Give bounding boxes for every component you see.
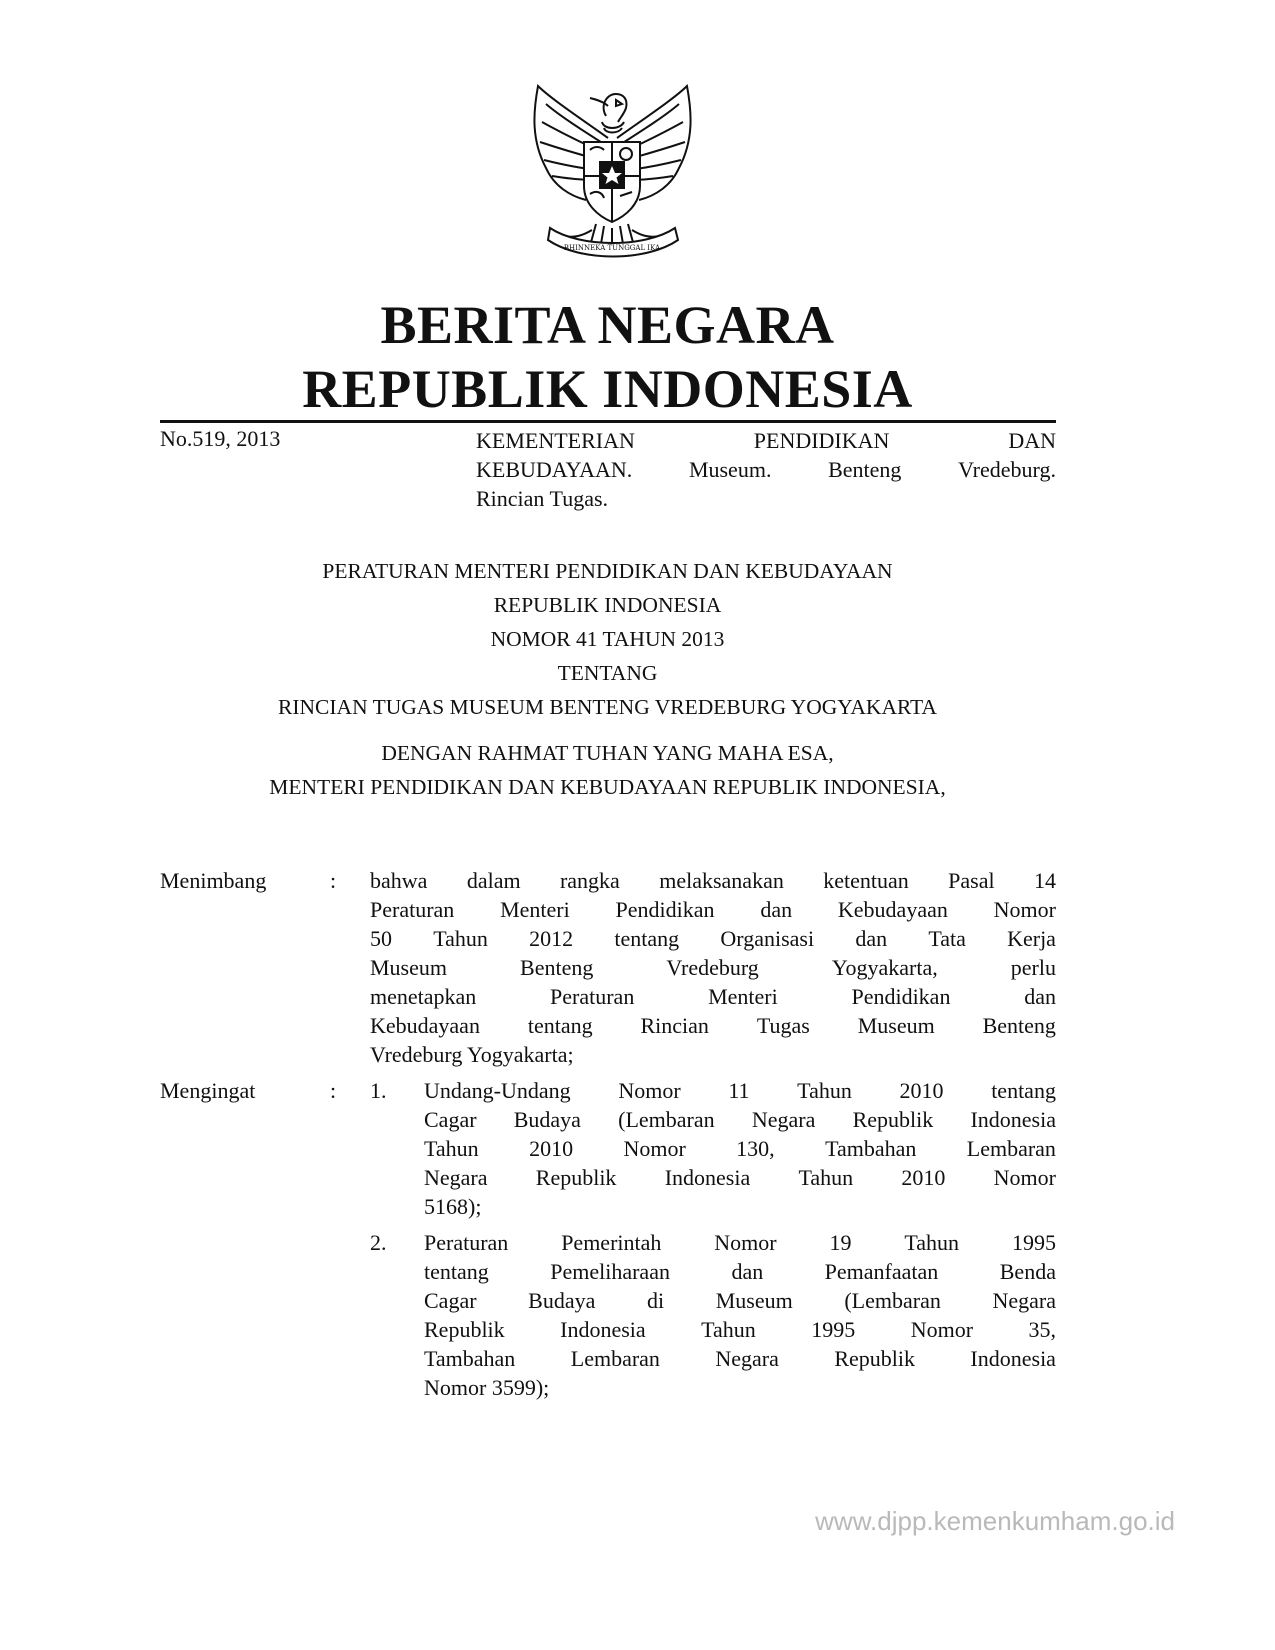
text-line: Tambahan Lembaran Negara Republik Indonesia [424, 1346, 1056, 1371]
subject-word: KEBUDAYAAN. [476, 457, 633, 482]
title-line: RINCIAN TUGAS MUSEUM BENTENG VREDEBURG YOGYAKARTA [278, 695, 937, 719]
menimbang-label: Menimbang [160, 868, 267, 893]
opening-clause [0, 736, 1215, 804]
text-line: 5168); [424, 1194, 482, 1219]
item-text [424, 1076, 1056, 1221]
subject-word: Vredeburg. [958, 457, 1056, 482]
regulation-title [0, 554, 1215, 724]
text-line: Kebudayaan tentang Rincian Tugas Museum Benteng [370, 1013, 1056, 1038]
text-line: Museum Benteng Vredeburg Yogyakarta, perlu [370, 955, 1056, 980]
masthead-subtitle: REPUBLIK INDONESIA [302, 359, 913, 419]
text-line: Tahun 2010 Nomor 130, Tambahan Lembaran [424, 1136, 1056, 1161]
source-watermark: www.djpp.kemenkumham.go.id [815, 1506, 1175, 1536]
item-text [424, 1228, 1056, 1402]
gazette-subject [476, 426, 1056, 513]
subject-word: Museum. [688, 457, 772, 482]
mengingat-label: Mengingat [160, 1078, 256, 1103]
text-line: 50 Tahun 2012 tentang Organisasi dan Tata Kerja [370, 926, 1056, 951]
subject-word: DAN [1008, 428, 1056, 453]
item-number: 1. [370, 1078, 387, 1103]
mengingat-colon: : [330, 1078, 337, 1103]
masthead-title: BERITA NEGARA [380, 295, 835, 355]
subject-line-1 [476, 426, 1056, 455]
text-line: Vredeburg Yogyakarta; [370, 1042, 574, 1067]
menimbang-colon: : [330, 868, 337, 893]
text-line: Cagar Budaya di Museum (Lembaran Negara [424, 1288, 1056, 1313]
subject-word: Benteng [828, 457, 902, 482]
text-line: Peraturan Pemerintah Nomor 19 Tahun 1995 [424, 1230, 1056, 1255]
text-line: menetapkan Peraturan Menteri Pendidikan dan [370, 984, 1056, 1009]
garuda-pancasila-emblem-icon [520, 78, 705, 270]
subject-line-2 [476, 455, 1056, 484]
masthead-divider [160, 420, 1056, 423]
subject-word: PENDIDIKAN [753, 428, 890, 453]
title-line: TENTANG [557, 661, 658, 685]
text-line: Cagar Budaya (Lembaran Negara Republik Indonesia [424, 1107, 1056, 1132]
title-line: PERATURAN MENTERI PENDIDIKAN DAN KEBUDAYAAN [322, 559, 893, 583]
gazette-number: No.519, 2013 [160, 426, 281, 451]
text-line: bahwa dalam rangka melaksanakan ketentuan Pasal 14 [370, 868, 1056, 893]
emblem-motto: BHINNEKA TUNGGAL IKA [563, 244, 661, 252]
subject-line-3: Rincian Tugas. [476, 486, 609, 511]
text-line: Negara Republik Indonesia Tahun 2010 Nomor [424, 1165, 1056, 1190]
title-line: NOMOR 41 TAHUN 2013 [490, 627, 725, 651]
text-line: Republik Indonesia Tahun 1995 Nomor 35, [424, 1317, 1056, 1342]
menimbang-text [370, 866, 1056, 1069]
opening-line: DENGAN RAHMAT TUHAN YANG MAHA ESA, [381, 741, 834, 765]
text-line: Undang-Undang Nomor 11 Tahun 2010 tentang [424, 1078, 1056, 1103]
text-line: Peraturan Menteri Pendidikan dan Kebudayaan Nomor [370, 897, 1056, 922]
mengingat-section [160, 1076, 1056, 1406]
opening-line: MENTERI PENDIDIKAN DAN KEBUDAYAAN REPUBLIK INDONESIA, [269, 775, 946, 799]
item-number: 2. [370, 1230, 387, 1255]
text-line: tentang Pemeliharaan dan Pemanfaatan Benda [424, 1259, 1056, 1284]
menimbang-section [160, 866, 1056, 1076]
title-line: REPUBLIK INDONESIA [493, 593, 722, 617]
text-line: Nomor 3599); [424, 1375, 550, 1400]
subject-word: KEMENTERIAN [476, 428, 635, 453]
